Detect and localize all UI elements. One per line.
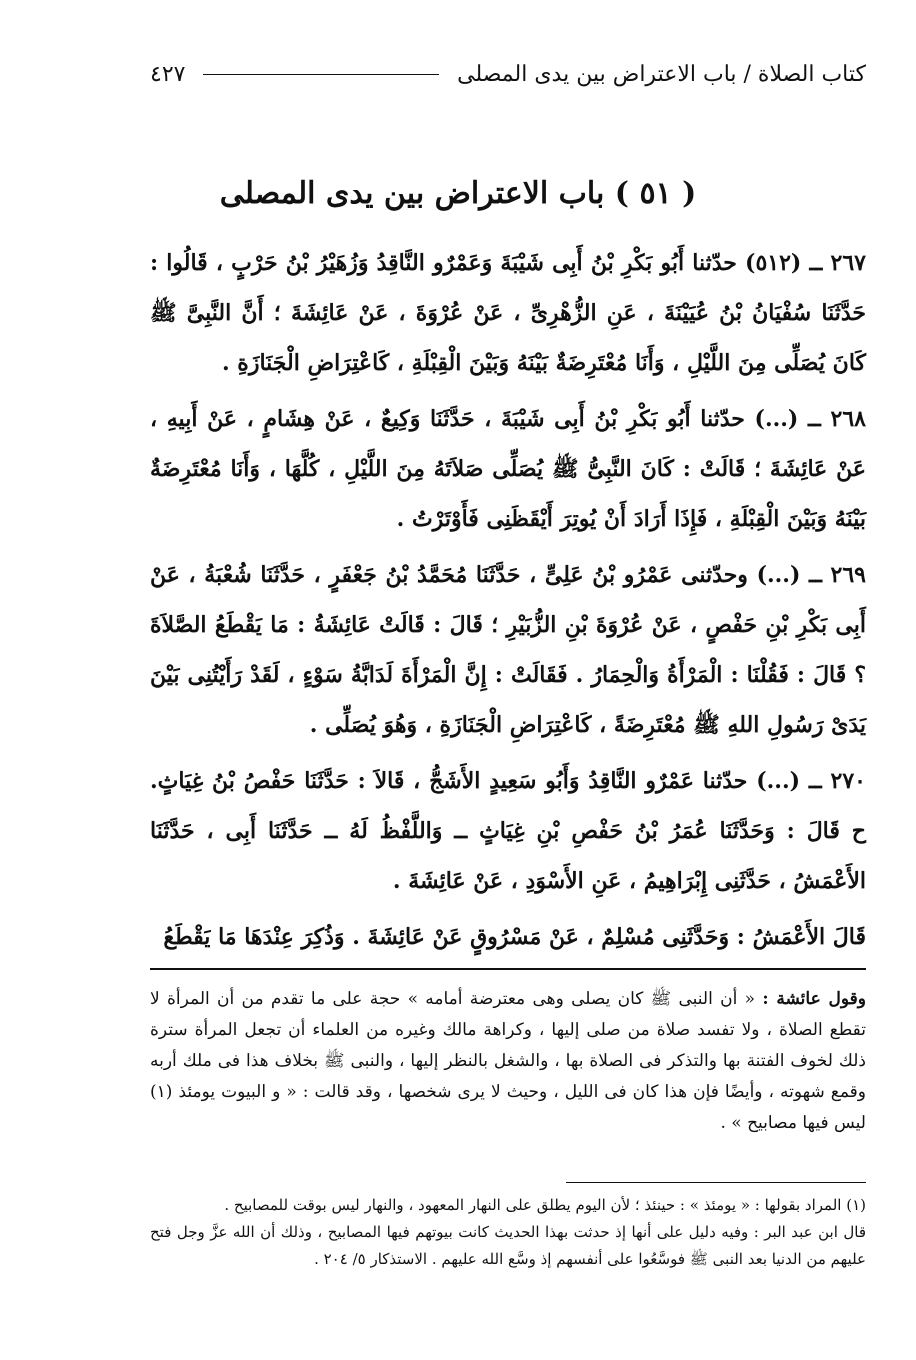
commentary-lead: وقول عائشة : <box>762 989 866 1009</box>
hadith-270: ٢٧٠ ــ (...) حدّثنا عَمْرٌو النَّاقِدُ وَأَبُو سَعِيدٍ الأَشَجُّ ، قَالاَ : حَدَّثَنَا حَفْصُ بْنُ غِيَاثٍ. ح قَالَ : وَحَدَّثَنَا عُمَرُ بْنُ حَفْصِ بْنِ غِيَاثٍ ــ وَاللَّفْظُ لَهُ ــ حَدَّثَنَا أَبِى ، حَدَّثَنَا الأَعْمَشُ ، حَدَّثَنِى إِبْرَاهِيمُ ، عَنِ الأَسْوَدِ ، عَنْ عَائِشَةَ . <box>150 768 866 894</box>
running-header <box>150 56 866 92</box>
commentary <box>150 984 866 1139</box>
hadith-267: ٢٦٧ ــ (٥١٢) حدّثنا أَبُو بَكْرِ بْنُ أَبِى شَيْبَةَ وَعَمْرٌو النَّاقِدُ وَزُهَيْرُ بْنُ حَرْبٍ ، قَالُوا : حَدَّثَنَا سُفْيَانُ بْنُ عُيَيْنَةَ ، عَنِ الزُّهْرِىِّ ، عَنْ عُرْوَةَ ، عَنْ عَائِشَةَ ؛ أَنَّ النَّبِىَّ ﷺ كَانَ يُصَلِّى مِنَ اللَّيْلِ ، وَأَنَا مُعْتَرِضَةٌ بَيْنَهُ وَبَيْنَ الْقِبْلَةِ ، كَاعْتِرَاضِ الْجَنَازَةِ . <box>150 250 866 376</box>
hadith-269: ٢٦٩ ــ (...) وحدّثنى عَمْرُو بْنُ عَلِىٍّ ، حَدَّثَنَا مُحَمَّدُ بْنُ جَعْفَرٍ ، حَدَّثَنَا شُعْبَةُ ، عَنْ أَبِى بَكْرِ بْنِ حَفْصٍ ، عَنْ عُرْوَةَ بْنِ الزُّبَيْرِ ؛ قَالَ : قَالَتْ عَائِشَةُ : مَا يَقْطَعُ الصَّلاَةَ ؟ قَالَ : فَقُلْنَا : الْمَرْأَةُ وَالْحِمَارُ . فَقَالَتْ : إِنَّ الْمَرْأَةَ لَدَابَّةُ سَوْءٍ ، لَقَدْ رَأَيْتُنِى بَيْنَ يَدَىْ رَسُولِ اللهِ ﷺ مُعْتَرِضَةً ، كَاعْتِرَاضِ الْجَنَازَةِ ، وَهُوَ يُصَلِّى . <box>150 562 866 738</box>
hadith-text <box>150 238 866 968</box>
hadith-continuation: قَالَ الأَعْمَشُ : وَحَدَّثَنِى مُسْلِمٌ ، عَنْ مَسْرُوقٍ عَنْ عَائِشَةَ . وَذُكِرَ عِنْدَهَا مَا يَقْطَعُ <box>163 924 866 950</box>
footnote-1: (١) المراد بقولها : « يومئذ » : حينئذ ؛ لأن اليوم يطلق على النهار المعهود ، والنهار ليس بوقت للمصابيح . <box>224 1196 866 1214</box>
footnote-divider <box>566 1182 866 1183</box>
chapter-title: ( ٥١ ) باب الاعتراض بين يدى المصلى <box>219 176 697 211</box>
header-rule <box>203 74 439 75</box>
running-header-title: كتاب الصلاة / باب الاعتراض بين يدى المصلى <box>457 61 866 87</box>
page-number: ٤٢٧ <box>150 61 186 87</box>
commentary-paragraph <box>150 984 866 1139</box>
hadith-268: ٢٦٨ ــ (...) حدّثنا أَبُو بَكْرِ بْنُ أَبِى شَيْبَةَ ، حَدَّثَنَا وَكِيعٌ ، عَنْ هِشَامٍ ، عَنْ أَبِيهِ ، عَنْ عَائِشَةَ ؛ قَالَتْ : كَانَ النَّبِىُّ ﷺ يُصَلِّى صَلاَتَهُ مِنَ اللَّيْلِ ، كُلَّهَا ، وَأَنَا مُعْتَرِضَةٌ بَيْنَهُ وَبَيْنَ الْقِبْلَةِ ، فَإِذَا أَرَادَ أَنْ يُوتِرَ أَيْقَظَنِى فَأَوْتَرْتُ . <box>150 406 866 532</box>
commentary-text: « أن النبى ﷺ كان يصلى وهى معترضة أمامه » حجة على ما تقدم من أن المرأة لا تقطع الصلاة ، ولا تفسد صلاة من صلى إليها ، وكراهة مالك وغيره من العلماء أن تجعل المرأة سترة ذلك لخوف الفتنة بها والتذكر فى الصلاة بها ، والشغل بالنظر إليها ، والنبى ﷺ بخلاف هذا فى ملك أربه وقمع شهوته ، وأيضًا فإن هذا كان فى الليل ، وحيث لا يرى شخصها ، وقد قالت : « و البيوت يومئذ (١) ليس فيها مصابيح » . <box>150 989 866 1133</box>
footnotes <box>150 1192 866 1273</box>
footnote-1-continuation: قال ابن عبد البر : وفيه دليل على أنها إذ حدثت بهذا الحديث كانت بيوتهم فيها المصابيح ، وذلك أن الله عزَّ وجل فتح عليهم من الدنيا بعد النبى ﷺ فوسَّعُوا على أنفسهم إذ وسَّع الله عليهم . الاستذكار ٥/ ٢٠٤ . <box>150 1223 866 1268</box>
commentary-divider <box>150 968 866 970</box>
